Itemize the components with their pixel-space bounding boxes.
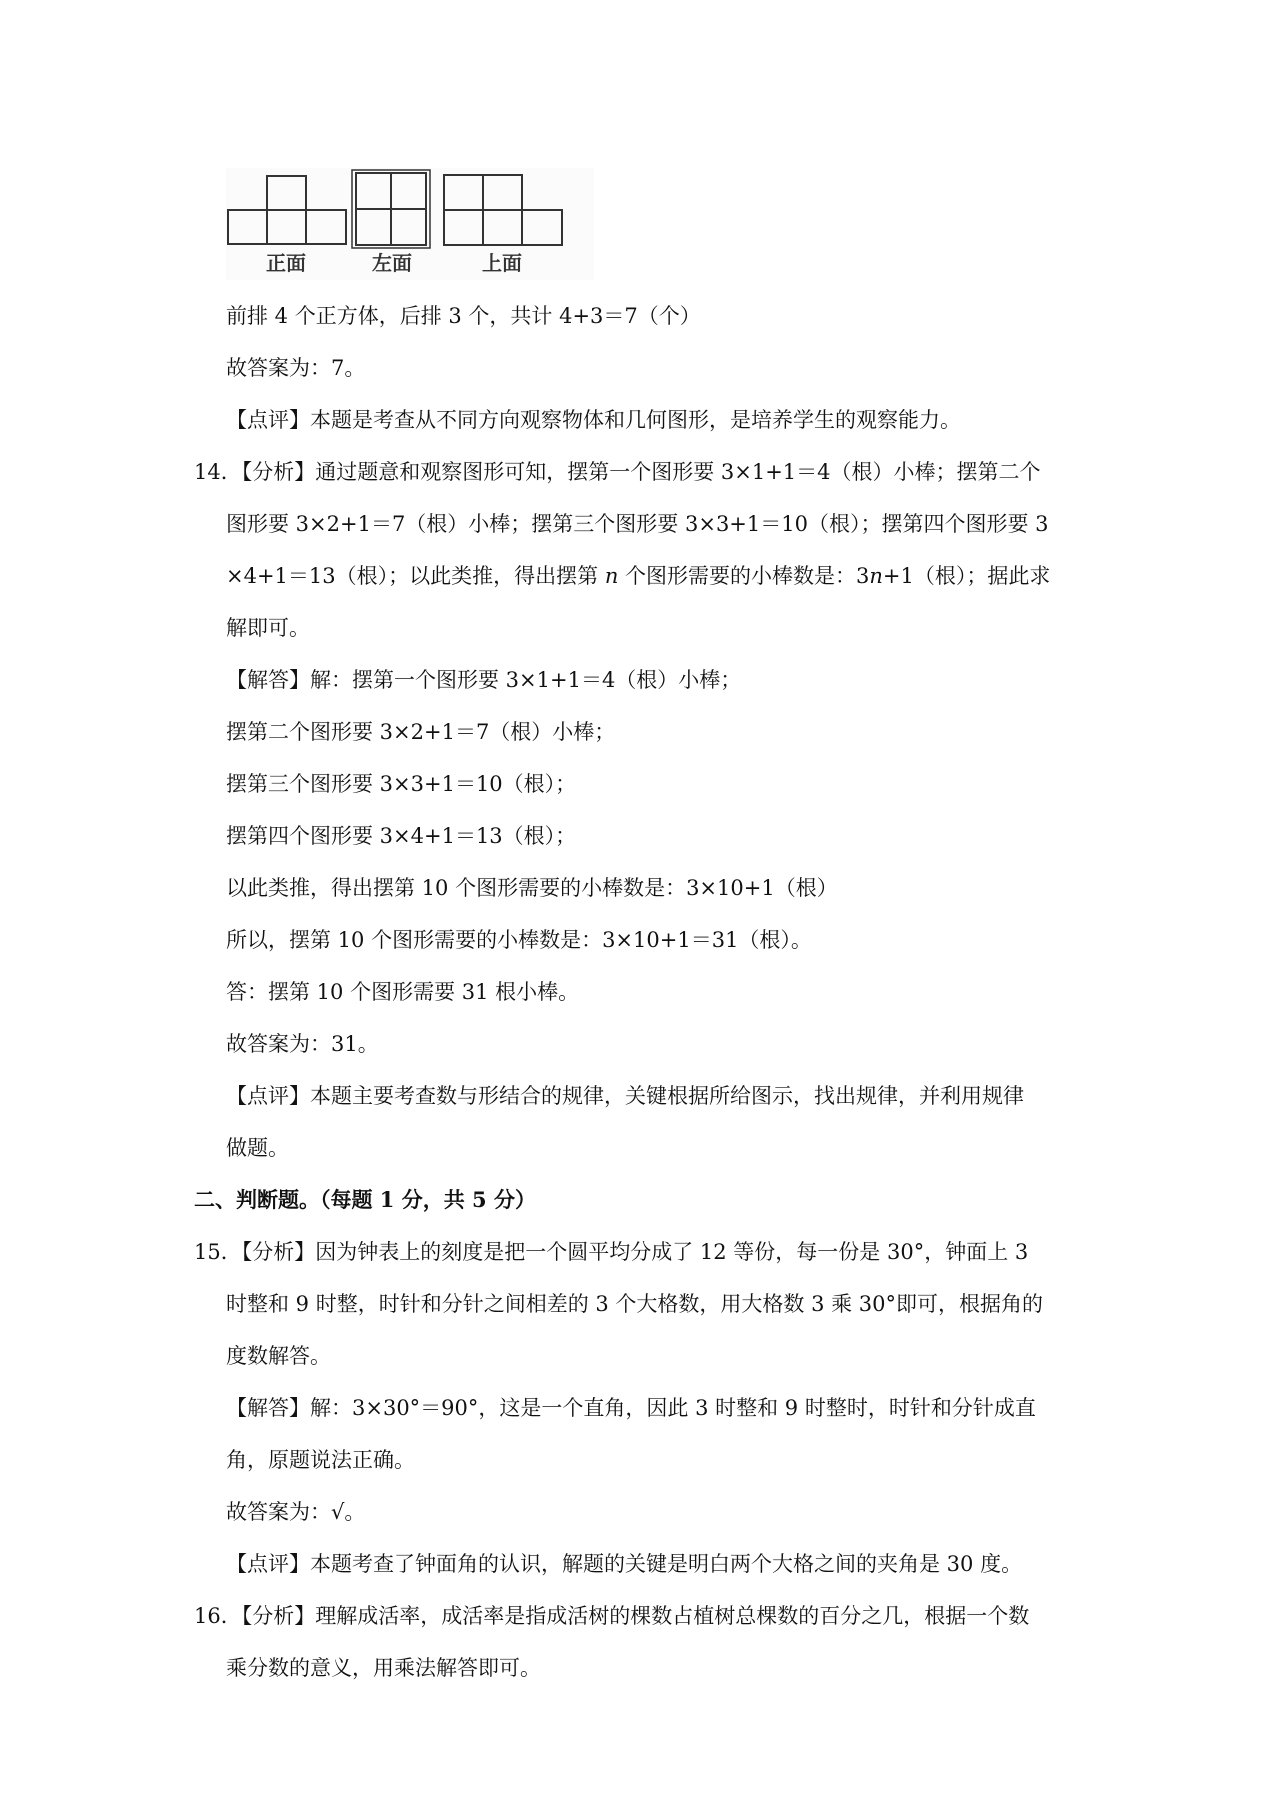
q14-analysis-line-1: 14．【分析】通过题意和观察图形可知，摆第一个图形要 3×1+1＝4（根）小棒；摆第二个 [194, 460, 1041, 484]
q14-solution-line-3: 摆第三个图形要 3×3+1＝10（根）； [226, 772, 577, 796]
section-2-title: 二、判断题。（每题 1 分，共 5 分） [194, 1187, 536, 1212]
three-views-figure [226, 168, 594, 280]
left-view-label: 左面 [372, 251, 412, 275]
q13-answer: 故答案为：7。 [226, 356, 366, 380]
q15-solution-line-1: 【解答】解：3×30°＝90°，这是一个直角，因此 3 时整和 9 时整时，时针和分针成直 [226, 1396, 1036, 1420]
q14-analysis-line-4: 解即可。 [226, 616, 310, 640]
q15-analysis-line-3: 度数解答。 [226, 1344, 331, 1368]
front-view-label: 正面 [266, 251, 306, 275]
q14-answer: 故答案为：31。 [226, 1032, 379, 1056]
q14-analysis-line-3: ×4+1＝13（根）；以此类推，得出摆第 n 个图形需要的小棒数是：3n+1（根）；据此求 [226, 564, 1051, 588]
q15-answer: 故答案为：√。 [226, 1500, 366, 1524]
q14-analysis-line-2: 图形要 3×2+1＝7（根）小棒；摆第三个图形要 3×3+1＝10（根）；摆第四个图形要 3 [226, 512, 1049, 536]
q14-solution-line-7: 答：摆第 10 个图形需要 31 根小棒。 [226, 980, 580, 1004]
q14-solution-line-6: 所以，摆第 10 个图形需要的小棒数是：3×10+1＝31（根）。 [226, 928, 812, 952]
q14-solution-line-5: 以此类推，得出摆第 10 个图形需要的小棒数是：3×10+1（根） [226, 876, 838, 900]
q15-analysis-line-1: 15．【分析】因为钟表上的刻度是把一个圆平均分成了 12 等份，每一份是 30°，钟面上 3 [194, 1240, 1029, 1264]
q13-comment: 【点评】本题是考查从不同方向观察物体和几何图形，是培养学生的观察能力。 [226, 408, 961, 432]
top-view-label: 上面 [482, 251, 522, 275]
q15-analysis-line-2: 时整和 9 时整，时针和分针之间相差的 3 个大格数，用大格数 3 乘 30°即可，根据角的 [226, 1292, 1044, 1316]
q14-solution-line-1: 【解答】解：摆第一个图形要 3×1+1＝4（根）小棒； [226, 668, 742, 692]
q14-comment-line-1: 【点评】本题主要考查数与形结合的规律，关键根据所给图示，找出规律，并利用规律 [226, 1084, 1024, 1108]
q15-solution-line-2: 角，原题说法正确。 [226, 1448, 415, 1472]
q16-analysis-line-2: 乘分数的意义，用乘法解答即可。 [226, 1656, 541, 1680]
q14-comment-line-2: 做题。 [226, 1136, 289, 1160]
q16-analysis-line-1: 16．【分析】理解成活率，成活率是指成活树的棵数占植树总棵数的百分之几，根据一个数 [194, 1604, 1030, 1628]
q15-comment: 【点评】本题考查了钟面角的认识，解题的关键是明白两个大格之间的夹角是 30 度。 [226, 1552, 1023, 1576]
q13-text: 前排 4 个正方体，后排 3 个，共计 4+3＝7（个） [226, 304, 701, 328]
q14-solution-line-4: 摆第四个图形要 3×4+1＝13（根）； [226, 824, 577, 848]
q14-solution-line-2: 摆第二个图形要 3×2+1＝7（根）小棒； [226, 720, 616, 744]
